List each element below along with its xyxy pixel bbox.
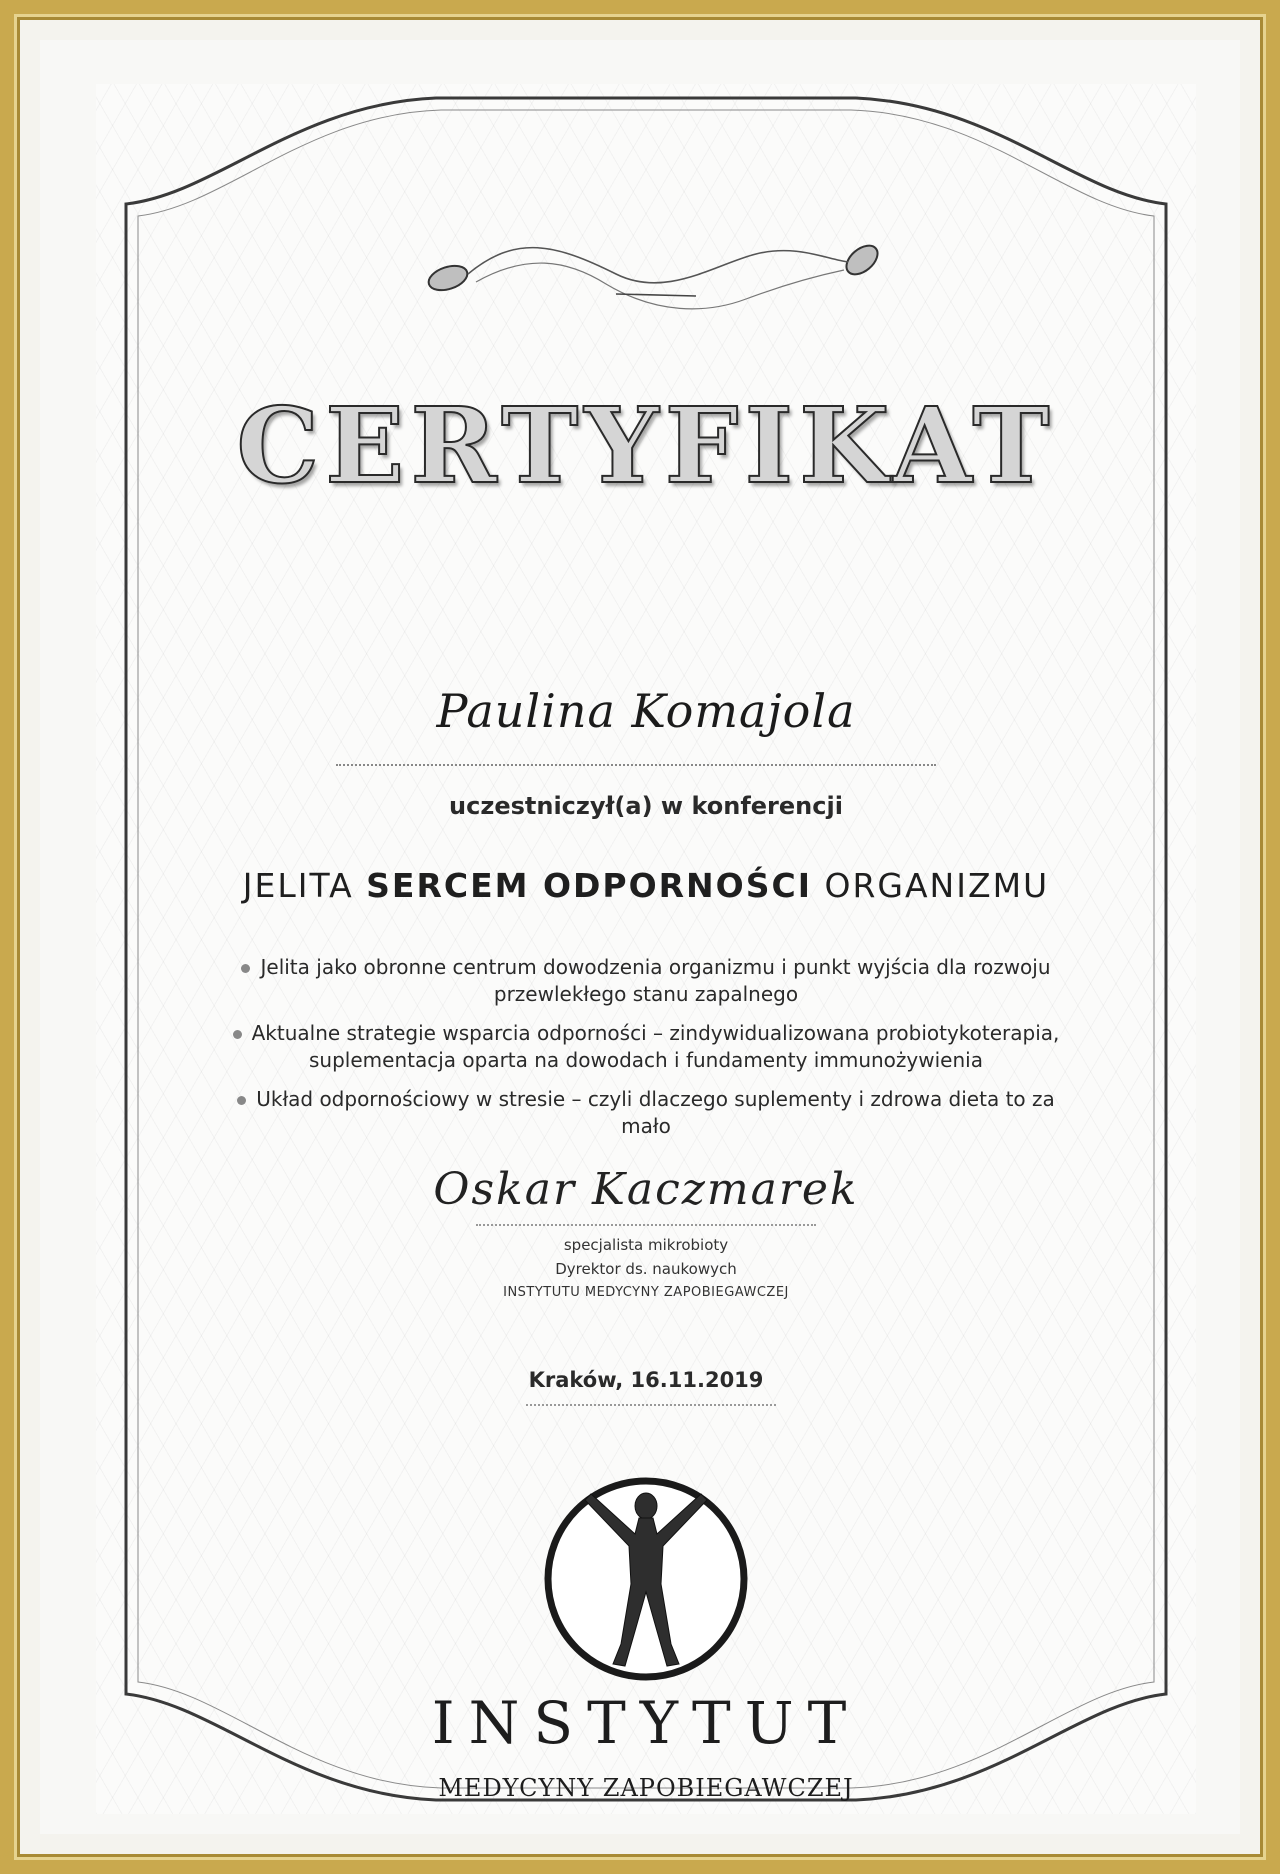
topic-line: Układ odpornościowy w stresie – czyli dlaczego suplementy i zdrowa dieta to za mało (256, 1087, 1055, 1138)
signer-institution: INSTYTUTU MEDYCYNY ZAPOBIEGAWCZEJ (503, 1285, 789, 1300)
topics-list (216, 954, 1076, 1152)
topic-item (216, 1086, 1076, 1140)
topic-line: przewlekłego stanu zapalnego (493, 982, 799, 1006)
participation-text: uczestniczył(a) w konferencji (449, 792, 843, 820)
signature: Oskar Kaczmarek (433, 1164, 859, 1215)
topic-line: Jelita jako obronne centrum dowodzenia organizmu i punkt wyjścia dla rozwoju (260, 955, 1051, 979)
signer-role: specjalista mikrobioty (563, 1236, 729, 1254)
place-date: Kraków, 16.11.2019 (528, 1368, 764, 1392)
conference-title (96, 866, 1196, 905)
bullet-icon (241, 964, 250, 973)
certificate-paper (96, 84, 1196, 1814)
conference-title-part3: ORGANIZMU (812, 866, 1050, 905)
topic-item (216, 1020, 1076, 1074)
conference-title-part1: JELITA (242, 866, 367, 905)
topic-line: suplementacja oparta na dowodach i fundamenty immunożywienia (309, 1048, 983, 1072)
topic-item (216, 954, 1076, 1008)
institute-name: INSTYTUT (431, 1689, 861, 1757)
bullet-icon (237, 1096, 246, 1105)
signature-dotted-line (476, 1224, 816, 1226)
institute-logo-icon (521, 1474, 771, 1684)
topic-line: Aktualne strategie wsparcia odporności – zindywidualizowana probiotykoterapia, (251, 1021, 1060, 1045)
institute-subname: MEDYCYNY ZAPOBIEGAWCZEJ (438, 1774, 854, 1802)
conference-title-part2: SERCEM ODPORNOŚCI (366, 866, 812, 905)
bacteria-ornament (426, 240, 883, 309)
certificate-title: CERTYFIKAT (236, 384, 1056, 507)
bullet-icon (233, 1030, 242, 1039)
participant-name: Paulina Komajola (436, 684, 856, 738)
signer-position: Dyrektor ds. naukowych (555, 1260, 737, 1278)
date-dotted-line (526, 1404, 776, 1406)
